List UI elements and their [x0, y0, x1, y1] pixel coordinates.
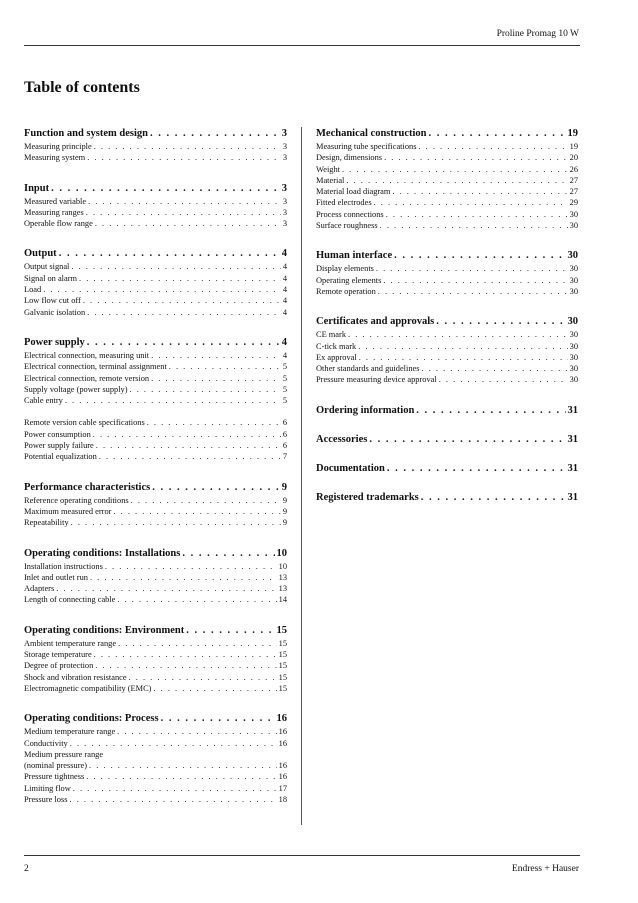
dot-leader — [87, 152, 281, 163]
dot-leader — [394, 249, 565, 263]
toc-right-column — [316, 127, 578, 505]
entry-page-number: 5 — [282, 396, 287, 406]
entry-title: Storage temperature — [24, 650, 92, 660]
entry-title: Ex approval — [316, 352, 357, 362]
dot-leader — [93, 429, 281, 440]
entry-title: Material load diagram — [316, 187, 391, 197]
toc-entry[interactable] — [316, 209, 578, 220]
dot-leader — [169, 361, 281, 372]
dot-leader — [99, 451, 281, 462]
toc-section-title[interactable] — [316, 404, 578, 418]
entry-title: Display elements — [316, 264, 374, 274]
entry-page-number: 5 — [282, 373, 287, 383]
entry-page-number: 15 — [278, 661, 287, 671]
dot-leader — [65, 395, 281, 406]
entry-title: Electrical connection, measuring unit — [24, 350, 150, 360]
section-title-text: Input — [24, 182, 50, 194]
section-page-number: 10 — [276, 547, 287, 559]
toc-entry[interactable] — [316, 175, 578, 186]
toc-entry[interactable] — [24, 771, 287, 782]
dot-leader — [51, 182, 280, 196]
toc-entry[interactable] — [24, 594, 287, 605]
entry-page-number: 20 — [569, 153, 578, 163]
entry-title: Adapters — [24, 584, 55, 594]
dot-leader — [95, 218, 281, 229]
toc-entry[interactable] — [24, 196, 287, 207]
toc-entry[interactable] — [24, 726, 287, 737]
entry-page-number: 26 — [569, 164, 578, 174]
entry-page-number: 10 — [278, 561, 287, 571]
entry-title: C-tick mark — [316, 341, 357, 351]
toc-entry[interactable] — [24, 395, 287, 406]
toc-entry[interactable] — [24, 783, 287, 794]
dot-leader — [153, 683, 276, 694]
dot-leader — [151, 373, 281, 384]
dot-leader — [429, 127, 566, 141]
column-divider — [301, 127, 302, 825]
toc-entry[interactable] — [24, 506, 287, 517]
dot-leader — [94, 141, 281, 152]
toc-section-title[interactable] — [316, 249, 578, 263]
section-page-number: 4 — [281, 248, 287, 260]
entry-title: Operating elements — [316, 275, 382, 285]
section-title-text: Operating conditions: Environment — [24, 624, 185, 636]
toc-section — [24, 712, 287, 805]
entry-title: Remote version cable specifications — [24, 418, 145, 428]
entry-page-number: 19 — [569, 142, 578, 151]
entry-title: Repeatability — [24, 518, 69, 528]
footer-brand: Endress + Hauser — [511, 864, 579, 874]
entry-title: Galvanic isolation — [24, 307, 86, 317]
section-title-text: Performance characteristics — [24, 481, 151, 493]
toc-section-title[interactable] — [24, 547, 287, 561]
toc-entry[interactable] — [24, 495, 287, 506]
section-title-text: Operating conditions: Installations — [24, 547, 181, 559]
entry-page-number: 30 — [569, 221, 578, 231]
entry-page-number: 27 — [569, 187, 578, 197]
toc-entry[interactable] — [24, 307, 287, 318]
entry-title: Shock and vibration resistance — [24, 672, 127, 682]
dot-leader — [439, 374, 568, 385]
entry-page-number: 30 — [569, 364, 578, 374]
toc-section-title[interactable] — [24, 336, 287, 350]
toc-entry[interactable] — [316, 374, 578, 385]
entry-title: Pressure tightness — [24, 772, 85, 782]
toc-entry[interactable] — [316, 141, 578, 152]
toc-entry[interactable] — [316, 286, 578, 297]
toc-entry[interactable] — [24, 583, 287, 594]
toc-entry[interactable] — [24, 738, 287, 749]
dot-leader — [90, 572, 277, 583]
entry-page-number: 3 — [282, 142, 287, 151]
entry-title: Other standards and guidelines — [316, 364, 420, 374]
dot-leader — [392, 186, 567, 197]
dot-leader — [87, 307, 281, 318]
section-title-text: Ordering information — [316, 404, 415, 416]
toc-entry[interactable] — [316, 352, 578, 363]
entry-title: Pressure loss — [24, 794, 68, 804]
toc-section — [24, 247, 287, 317]
entry-page-number: 16 — [278, 761, 287, 771]
toc-entry[interactable] — [316, 186, 578, 197]
dot-leader — [383, 275, 567, 286]
entry-title: Potential equalization — [24, 452, 97, 462]
toc-section — [24, 182, 287, 230]
entry-title: CE mark — [316, 330, 347, 340]
toc-entry[interactable] — [24, 451, 287, 462]
dot-leader — [96, 440, 281, 451]
header-rule — [24, 45, 580, 46]
toc-entry[interactable] — [24, 660, 287, 671]
toc-entry[interactable] — [24, 207, 287, 218]
toc-section — [24, 624, 287, 694]
dot-leader — [89, 760, 277, 771]
entry-page-number: 15 — [278, 638, 287, 648]
toc-entry[interactable] — [316, 164, 578, 175]
entry-title: Measuring tube specifications — [316, 142, 417, 151]
entry-title: Reference operating conditions — [24, 495, 129, 505]
entry-page-number: 3 — [282, 196, 287, 206]
toc-entry[interactable] — [24, 152, 287, 163]
entry-page-number: 13 — [278, 584, 287, 594]
section-title-text: Output — [24, 248, 57, 260]
dot-leader — [94, 649, 277, 660]
toc-entry[interactable] — [316, 263, 578, 274]
toc-section-title[interactable] — [316, 491, 578, 505]
section-page-number: 19 — [567, 128, 578, 139]
section-page-number: 3 — [281, 182, 287, 194]
dot-leader — [376, 263, 568, 274]
toc-entry[interactable] — [316, 220, 578, 231]
entry-page-number: 16 — [278, 772, 287, 782]
toc-entry[interactable] — [24, 561, 287, 572]
toc-section-title[interactable] — [24, 127, 287, 141]
dot-leader — [358, 341, 567, 352]
entry-page-number: 5 — [282, 362, 287, 372]
dot-leader — [422, 363, 568, 374]
toc-section — [24, 547, 287, 606]
entry-title: Output signal — [24, 262, 70, 272]
entry-page-number: 4 — [282, 296, 287, 306]
toc-entry[interactable] — [316, 275, 578, 286]
dot-leader — [87, 336, 280, 350]
page-title: Table of contents — [24, 79, 140, 96]
section-page-number: 31 — [567, 404, 578, 416]
entry-title: Medium temperature range — [24, 727, 116, 737]
toc-section-title[interactable] — [24, 624, 287, 638]
entry-title: Surface roughness — [316, 221, 378, 231]
footer-rule — [24, 855, 580, 856]
entry-page-number: 17 — [278, 783, 287, 793]
entry-page-number: 5 — [282, 384, 287, 394]
section-title-text: Human interface — [316, 250, 393, 262]
entry-title: Maximum measured error — [24, 506, 112, 516]
toc-section — [316, 404, 578, 418]
toc-section-title[interactable] — [316, 127, 578, 141]
toc-section-title[interactable] — [24, 712, 287, 726]
toc-entry[interactable] — [24, 218, 287, 229]
entry-title: Weight — [316, 164, 340, 174]
toc-entry[interactable] — [316, 363, 578, 374]
page-number: 2 — [24, 864, 29, 874]
entry-title: Operable flow range — [24, 219, 93, 229]
entry-title: Remote operation — [316, 286, 376, 296]
dot-leader — [43, 284, 281, 295]
dot-leader — [369, 433, 565, 447]
entry-title: Installation instructions — [24, 561, 103, 571]
entry-page-number: 4 — [282, 307, 287, 317]
section-page-number: 16 — [276, 713, 287, 725]
entry-page-number: 14 — [278, 595, 287, 605]
entry-title: (nominal pressure) — [24, 761, 88, 771]
section-page-number: 31 — [567, 491, 578, 503]
dot-leader — [380, 220, 568, 231]
entry-page-number: 30 — [569, 341, 578, 351]
dot-leader — [374, 197, 568, 208]
entry-title: Pressure measuring device approval — [316, 375, 437, 385]
entry-page-number: 9 — [282, 495, 287, 505]
entry-page-number: 30 — [569, 264, 578, 274]
dot-leader — [386, 209, 568, 220]
dot-leader — [359, 352, 568, 363]
section-title-text: Function and system design — [24, 128, 148, 139]
entry-page-number: 30 — [569, 209, 578, 219]
entry-title: Limiting flow — [24, 783, 71, 793]
toc-section — [316, 491, 578, 505]
toc-entry[interactable] — [24, 794, 287, 805]
entry-page-number: 13 — [278, 572, 287, 582]
toc-entry[interactable] — [24, 373, 287, 384]
dot-leader — [95, 660, 276, 671]
toc-section — [316, 127, 578, 231]
entry-page-number: 6 — [282, 441, 287, 451]
toc-section — [316, 433, 578, 447]
entry-title: Ambient temperature range — [24, 638, 117, 648]
entry-page-number: 3 — [282, 207, 287, 217]
dot-leader — [79, 273, 281, 284]
dot-leader — [378, 286, 568, 297]
entry-page-number: 3 — [282, 153, 287, 163]
toc-section — [316, 249, 578, 297]
toc-section — [316, 462, 578, 476]
dot-leader — [348, 329, 568, 340]
dot-leader — [182, 547, 274, 561]
dot-leader — [147, 417, 281, 428]
entry-title: Length of connecting cable — [24, 595, 116, 605]
toc-section-title[interactable] — [316, 315, 578, 329]
entry-page-number: 6 — [282, 429, 287, 439]
dot-leader — [105, 561, 277, 572]
running-header: Proline Promag 10 W — [496, 29, 579, 39]
entry-title: Signal on alarm — [24, 273, 78, 283]
toc-entry[interactable] — [24, 429, 287, 440]
dot-leader — [346, 175, 567, 186]
entry-page-number: 29 — [569, 198, 578, 208]
toc-section-title[interactable] — [316, 462, 578, 476]
toc-entry[interactable] — [316, 329, 578, 340]
entry-page-number: 15 — [278, 650, 287, 660]
toc-left-column — [24, 127, 287, 805]
section-title-text: Power supply — [24, 336, 85, 348]
toc-section-title[interactable] — [24, 247, 287, 261]
entry-title: Medium pressure range — [24, 749, 104, 759]
toc-entry[interactable] — [24, 572, 287, 583]
entry-title: Load — [24, 285, 42, 295]
dot-leader — [73, 783, 277, 794]
dot-leader — [150, 127, 280, 141]
dot-leader — [130, 384, 281, 395]
toc-entry[interactable] — [316, 341, 578, 352]
dot-leader — [70, 738, 277, 749]
entry-page-number: 30 — [569, 275, 578, 285]
toc-entry[interactable] — [24, 440, 287, 451]
entry-title: Measuring system — [24, 153, 86, 163]
entry-page-number: 4 — [282, 273, 287, 283]
entry-title: Measuring ranges — [24, 207, 84, 217]
toc-entry[interactable] — [24, 638, 287, 649]
dot-leader — [421, 491, 566, 505]
dot-leader — [418, 141, 567, 152]
dot-leader — [117, 594, 276, 605]
section-page-number: 15 — [276, 624, 287, 636]
entry-title: Supply voltage (power supply) — [24, 384, 128, 394]
toc-section — [24, 481, 287, 529]
toc-entry[interactable] — [24, 749, 287, 760]
entry-page-number: 4 — [282, 350, 287, 360]
toc-entry[interactable] — [24, 672, 287, 683]
section-title-text: Registered trademarks — [316, 491, 419, 503]
toc-section-title[interactable] — [24, 481, 287, 495]
entry-title: Fitted electrodes — [316, 198, 372, 208]
toc-entry[interactable] — [24, 361, 287, 372]
entry-title: Cable entry — [24, 396, 63, 406]
toc-entry[interactable] — [24, 683, 287, 694]
dot-leader — [118, 638, 277, 649]
dot-leader — [186, 624, 274, 638]
entry-title: Power consumption — [24, 429, 91, 439]
toc-entry[interactable] — [24, 261, 287, 272]
dot-leader — [151, 350, 281, 361]
section-page-number: 30 — [567, 316, 578, 328]
section-title-text: Mechanical construction — [316, 128, 427, 139]
entry-page-number: 30 — [569, 375, 578, 385]
entry-page-number: 7 — [282, 452, 287, 462]
dot-leader — [56, 583, 276, 594]
section-title-text: Certificates and approvals — [316, 316, 435, 328]
section-title-text: Operating conditions: Process — [24, 713, 159, 725]
entry-title: Process connections — [316, 209, 384, 219]
section-title-text: Accessories — [316, 433, 368, 445]
dot-leader — [71, 517, 281, 528]
toc-entry[interactable] — [24, 649, 287, 660]
dot-leader — [88, 196, 281, 207]
section-page-number: 31 — [567, 433, 578, 445]
toc-entry[interactable] — [316, 197, 578, 208]
section-title-text: Documentation — [316, 462, 385, 474]
dot-leader — [131, 495, 281, 506]
section-page-number: 31 — [567, 462, 578, 474]
entry-title: Measuring principle — [24, 142, 92, 151]
entry-title: Measured variable — [24, 196, 87, 206]
entry-page-number: 18 — [278, 794, 287, 804]
toc-section-title[interactable] — [24, 182, 287, 196]
dot-leader — [83, 295, 281, 306]
toc-entry[interactable] — [24, 417, 287, 428]
toc-entry[interactable] — [24, 273, 287, 284]
section-page-number: 3 — [281, 128, 287, 139]
toc-section — [316, 315, 578, 385]
entry-page-number: 9 — [282, 518, 287, 528]
dot-leader — [113, 506, 280, 517]
entry-page-number: 27 — [569, 175, 578, 185]
entry-page-number: 30 — [569, 352, 578, 362]
entry-page-number: 16 — [278, 727, 287, 737]
entry-title: Electrical connection, remote version — [24, 373, 150, 383]
section-page-number: 30 — [567, 250, 578, 262]
dot-leader — [59, 247, 280, 261]
entry-page-number: 6 — [282, 418, 287, 428]
section-page-number: 4 — [281, 336, 287, 348]
toc-entry[interactable] — [316, 152, 578, 163]
entry-title: Degree of protection — [24, 661, 94, 671]
dot-leader — [70, 794, 277, 805]
dot-leader — [152, 481, 280, 495]
dot-leader — [436, 315, 565, 329]
entry-page-number: 9 — [282, 506, 287, 516]
dot-leader — [161, 712, 275, 726]
entry-page-number: 30 — [569, 286, 578, 296]
entry-title: Electrical connection, terminal assignment — [24, 362, 167, 372]
toc-entry[interactable] — [24, 284, 287, 295]
toc-entry[interactable] — [24, 384, 287, 395]
entry-title: Power supply failure — [24, 441, 94, 451]
toc-entry[interactable] — [24, 517, 287, 528]
toc-entry[interactable] — [24, 295, 287, 306]
entry-title: Low flow cut off — [24, 296, 81, 306]
dot-leader — [387, 462, 566, 476]
dot-leader — [86, 771, 276, 782]
dot-leader — [117, 726, 276, 737]
entry-title: Electromagnetic compatibility (EMC) — [24, 683, 152, 693]
dot-leader — [342, 164, 568, 175]
toc-section — [24, 127, 287, 164]
entry-title: Design, dimensions — [316, 153, 383, 163]
dot-leader — [384, 152, 568, 163]
section-page-number: 9 — [281, 481, 287, 493]
dot-leader — [416, 404, 565, 418]
toc-section-title[interactable] — [316, 433, 578, 447]
toc-entry[interactable] — [24, 760, 287, 771]
dot-leader — [86, 207, 281, 218]
toc-entry[interactable] — [24, 350, 287, 361]
entry-title: Inlet and outlet run — [24, 572, 88, 582]
entry-page-number: 30 — [569, 330, 578, 340]
dot-leader — [71, 261, 280, 272]
entry-page-number: 15 — [278, 683, 287, 693]
toc-entry[interactable] — [24, 141, 287, 152]
entry-title: Conductivity — [24, 738, 68, 748]
dot-leader — [129, 672, 277, 683]
entry-page-number: 4 — [282, 285, 287, 295]
entry-title: Material — [316, 175, 345, 185]
entry-page-number: 4 — [282, 262, 287, 272]
entry-page-number: 16 — [278, 738, 287, 748]
toc-section — [24, 336, 287, 463]
entry-page-number: 3 — [282, 219, 287, 229]
entry-page-number: 15 — [278, 672, 287, 682]
